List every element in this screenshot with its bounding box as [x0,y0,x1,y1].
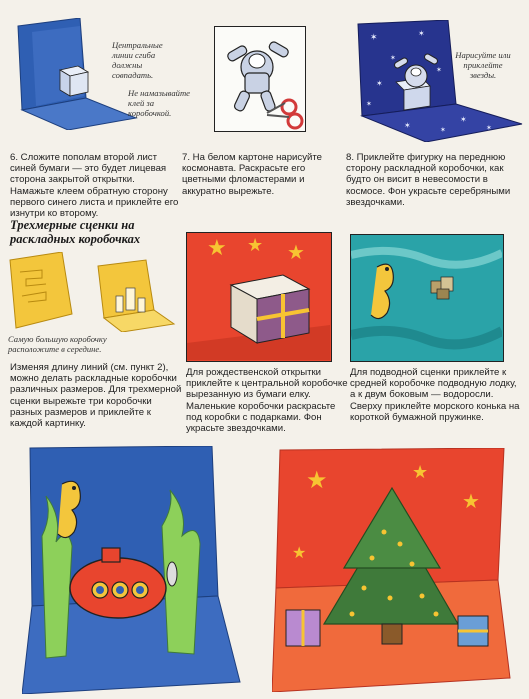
section-title: Трехмерные сценки на раскладных коробочках [10,218,141,246]
step7-caption: 7. На белом картоне нарисуйте космонавта. Раскрасьте его цветными фломастерами и аккуратно вырежьте. [182,152,322,197]
present-box [231,275,309,343]
astronaut-figure [226,41,289,113]
step6-note-glue: Не намазывайте клей за коробочкой. [128,88,190,118]
svg-text:✶: ✶ [460,115,467,124]
svg-text:★: ★ [207,235,227,260]
scene2-illustration [186,232,332,362]
svg-text:✶: ✶ [440,127,446,134]
svg-text:✶: ✶ [418,29,425,38]
scene1-note-center: Самую большую коробочку расположите в середине. [8,334,107,354]
christmas-card [272,448,512,692]
step6-note-folds: Центральные линии сгиба должны совпадать. [112,40,163,80]
svg-text:★: ★ [462,491,480,513]
svg-text:✶: ✶ [376,79,383,88]
svg-text:★: ★ [412,462,429,482]
svg-text:★: ★ [247,235,264,255]
step8-caption: 8. Приклейте фигурку на переднюю сторону раскладной коробочки, как будто он висит в невесомости в космосе. Фон украсьте серебряными звездочками. [346,152,511,208]
scene1-illustration [6,252,176,332]
svg-text:✶: ✶ [486,125,492,132]
svg-text:★: ★ [292,545,307,562]
step8-illustration [356,20,524,142]
svg-text:✶: ✶ [390,55,396,62]
scene2-caption: Для рождественской открытки приклейте к центральной коробочке вырезанную из бумаги елку. Маленькие коробочки раскрасьте под коробки с подарками. Фон украсьте звездочками. [186,367,348,435]
step6-caption: 6. Сложите пополам второй лист синей бумаги — это будет лицевая сторона закрытой открытки. Намажьте клеем обратную сторону первого синего листа и приклейте его изнутри ко второму. [10,152,179,220]
svg-text:✶: ✶ [370,32,378,42]
svg-text:✶: ✶ [404,121,411,130]
step7-illustration [214,26,306,132]
svg-text:★: ★ [306,467,328,494]
gift-box-right [458,616,488,646]
underwater-card [22,446,244,694]
gift-box-left [286,610,320,646]
propeller-icon [167,562,177,586]
svg-text:✶: ✶ [436,67,442,74]
svg-text:✶: ✶ [366,101,372,108]
svg-text:★: ★ [287,242,305,264]
step8-note-stars: Нарисуйте или приклейте звезды. [455,50,511,80]
scene3-caption: Для подводной сценки приклейте к средней коробочке подводную лодку, а к двум боковым — водоросли. Сверху приклейте морского конька на короткой бумажной пружинке. [350,367,520,423]
scene3-illustration [350,234,504,362]
scene1-caption: Изменяя длину линий (см. пункт 2), можно делать раскладные коробочки различных размеров. Для трехмерной сценки вырежьте три коробочки разных размеров и приклейте к каждой картинку. [10,362,182,430]
